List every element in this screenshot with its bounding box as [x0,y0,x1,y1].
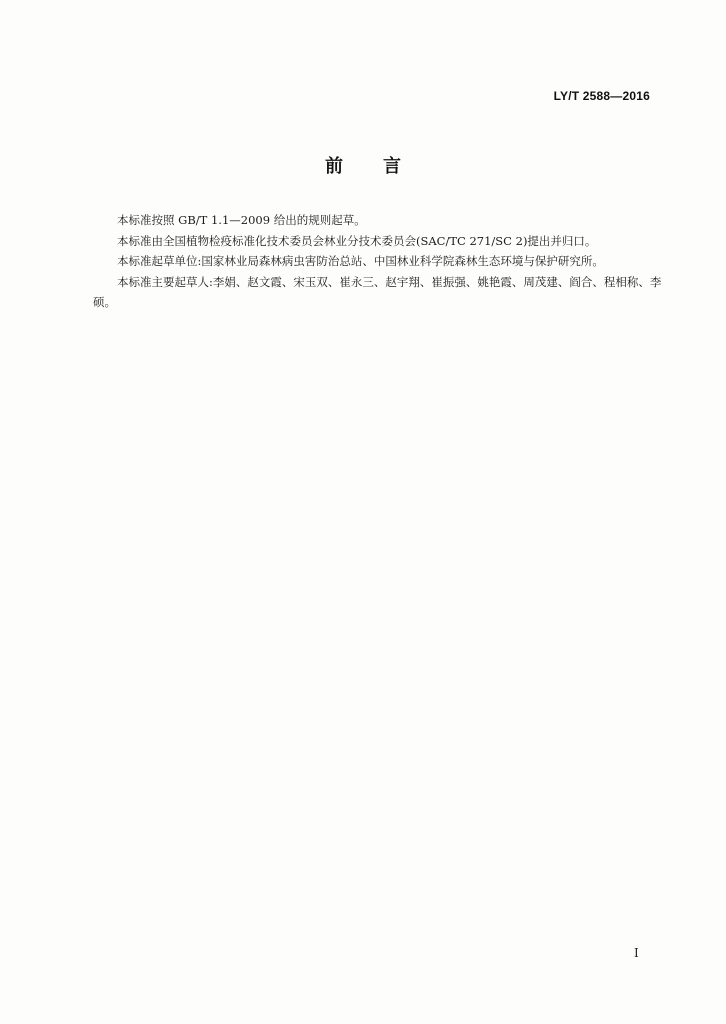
paragraph-drafting-units: 本标准起草单位:国家林业局森林病虫害防治总站、中国林业科学院森林生态环境与保护研究所。 [117,254,604,268]
foreword-body [93,210,663,313]
title-char-2: 言 [383,156,401,177]
paragraph-drafters: 本标准主要起草人:李娟、赵文霞、宋玉双、崔永三、赵宇翔、崔振强、姚艳霞、周茂建、阎合、程相称、李硕。 [93,274,662,309]
page-title [0,152,726,178]
paragraph-drafting-rules: 本标准按照 GB/T 1.1—2009 给出的规则起草。 [117,213,366,227]
standard-code: LY/T 2588—2016 [553,89,650,103]
title-char-1: 前 [325,156,343,177]
paragraph-proposer: 本标准由全国植物检疫标准化技术委员会林业分技术委员会(SAC/TC 271/SC 2)提出并归口。 [117,233,597,248]
page-number: I [634,946,639,960]
